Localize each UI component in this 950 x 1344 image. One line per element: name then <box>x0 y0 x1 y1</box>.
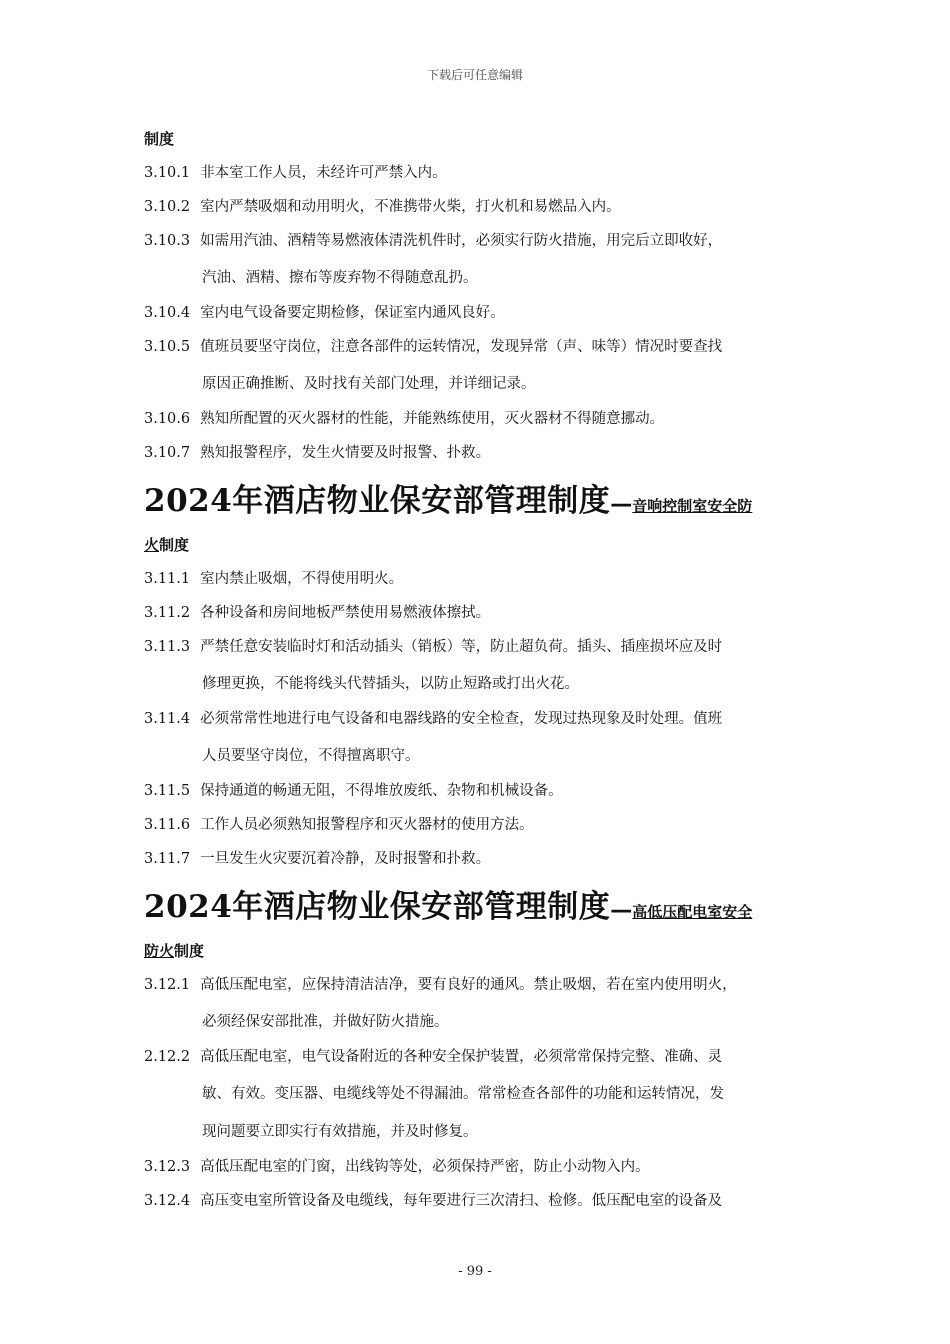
list-item <box>144 1184 824 1218</box>
section-3-12-heading <box>144 876 824 934</box>
page-header: 下载后可任意编辑 <box>426 68 523 82</box>
item-text: 必须常常性地进行电气设备和电器线路的安全检查，发现过热现象及时处理。值班 <box>200 711 723 727</box>
heading-dash: — <box>610 492 633 517</box>
heading-subtitle-cont <box>144 934 824 968</box>
heading-main: 2024年酒店物业保安部管理制度 <box>144 483 611 519</box>
list-item <box>144 190 824 224</box>
item-text: 熟知所配置的灭火器材的性能，并能熟练使用，灭火器材不得随意挪动。 <box>200 411 665 427</box>
list-item <box>144 402 824 436</box>
item-number: 3.12.3 <box>144 1159 191 1175</box>
item-text: 工作人员必须熟知报警程序和灭火器材的使用方法。 <box>200 817 534 833</box>
item-text: 各种设备和房间地板严禁使用易燃液体擦拭。 <box>200 605 491 621</box>
heading-subtitle-rest: 制度 <box>174 942 205 960</box>
item-continuation: 现问题要立即实行有效措施，并及时修复。 <box>202 1124 478 1140</box>
item-continuation: 人员要坚守岗位，不得擅离职守。 <box>202 748 420 764</box>
page-number: - 99 - <box>458 1264 492 1279</box>
item-number: 3.11.4 <box>144 711 191 727</box>
item-text: 保持通道的畅通无阻，不得堆放废纸、杂物和机械设备。 <box>200 783 563 799</box>
section-3-10-title-tail: 制度 <box>144 130 175 148</box>
item-text: 非本室工作人员，未经许可严禁入内。 <box>200 165 447 181</box>
heading-dash: — <box>610 898 633 923</box>
heading-subtitle: 高低压配电室安全 <box>632 903 753 921</box>
item-number: 2.12.2 <box>144 1049 191 1065</box>
list-item <box>144 702 824 736</box>
list-item <box>144 562 824 596</box>
list-item <box>144 436 824 470</box>
item-text: 高低压配电室的门窗，出线钩等处，必须保持严密，防止小动物入内。 <box>200 1159 650 1175</box>
item-continuation: 原因正确推断、及时找有关部门处理，并详细记录。 <box>202 376 536 392</box>
item-continuation: 敏、有效。变压器、电缆线等处不得漏油。常常检查各部件的功能和运转情况，发 <box>202 1086 724 1102</box>
heading-main: 2024年酒店物业保安部管理制度 <box>144 889 611 925</box>
item-number: 3.10.7 <box>144 445 191 461</box>
item-number: 3.11.6 <box>144 817 191 833</box>
item-number: 3.11.5 <box>144 783 191 799</box>
item-number: 3.10.2 <box>144 199 191 215</box>
list-item <box>144 808 824 842</box>
item-text: 室内禁止吸烟，不得使用明火。 <box>200 571 404 587</box>
item-continuation: 必须经保安部批准，并做好防火措施。 <box>202 1014 449 1030</box>
document-body <box>144 122 824 1218</box>
heading-subtitle-rest: 制度 <box>159 536 190 554</box>
item-text: 如需用汽油、酒精等易燃液体清洗机件时，必须实行防火措施，用完后立即收好， <box>200 233 723 249</box>
item-continuation: 修理更换，不能将线头代替插头，以防止短路或打出火花。 <box>202 676 579 692</box>
item-text: 室内电气设备要定期检修，保证室内通风良好。 <box>200 305 505 321</box>
item-number: 3.11.7 <box>144 851 191 867</box>
item-text: 高低压配电室，应保持清洁洁净，要有良好的通风。禁止吸烟，若在室内使用明火， <box>200 977 737 993</box>
list-item <box>144 156 824 190</box>
heading-subtitle-cont <box>144 528 824 562</box>
list-item <box>144 1150 824 1184</box>
list-item <box>144 596 824 630</box>
item-number: 3.12.1 <box>144 977 191 993</box>
item-text: 值班员要坚守岗位，注意各部件的运转情况，发现异常（声、味等）情况时要查找 <box>200 339 723 355</box>
item-number: 3.10.5 <box>144 339 191 355</box>
list-item <box>144 774 824 808</box>
list-item <box>144 1040 824 1074</box>
item-number: 3.11.3 <box>144 639 191 655</box>
item-text: 熟知报警程序，发生火情要及时报警、扑救。 <box>200 445 491 461</box>
item-text: 高低压配电室，电气设备附近的各种安全保护装置，必须常常保持完整、准确、灵 <box>200 1049 723 1065</box>
item-number: 3.12.4 <box>144 1193 191 1209</box>
list-item <box>144 842 824 876</box>
list-item <box>144 224 824 258</box>
list-item <box>144 630 824 664</box>
list-item <box>144 330 824 364</box>
item-text: 室内严禁吸烟和动用明火，不准携带火柴，打火机和易燃品入内。 <box>200 199 621 215</box>
item-continuation: 汽油、酒精、擦布等废弃物不得随意乱扔。 <box>202 270 478 286</box>
list-item <box>144 968 824 1002</box>
item-text: 严禁任意安装临时灯和活动插头（销板）等，防止超负荷。插头、插座损坏应及时 <box>200 639 723 655</box>
item-number: 3.11.1 <box>144 571 191 587</box>
item-number: 3.11.2 <box>144 605 191 621</box>
item-number: 3.10.3 <box>144 233 191 249</box>
section-3-11-heading <box>144 470 824 528</box>
heading-subtitle-underlined: 防火 <box>144 942 175 960</box>
item-text: 高压变电室所管设备及电缆线，每年要进行三次清扫、检修。低压配电室的设备及 <box>200 1193 723 1209</box>
item-number: 3.10.4 <box>144 305 191 321</box>
item-number: 3.10.1 <box>144 165 191 181</box>
item-number: 3.10.6 <box>144 411 191 427</box>
heading-subtitle: 音响控制室安全防 <box>632 497 753 515</box>
heading-subtitle-underlined: 火 <box>144 536 160 554</box>
item-text: 一旦发生火灾要沉着冷静，及时报警和扑救。 <box>200 851 491 867</box>
list-item <box>144 296 824 330</box>
